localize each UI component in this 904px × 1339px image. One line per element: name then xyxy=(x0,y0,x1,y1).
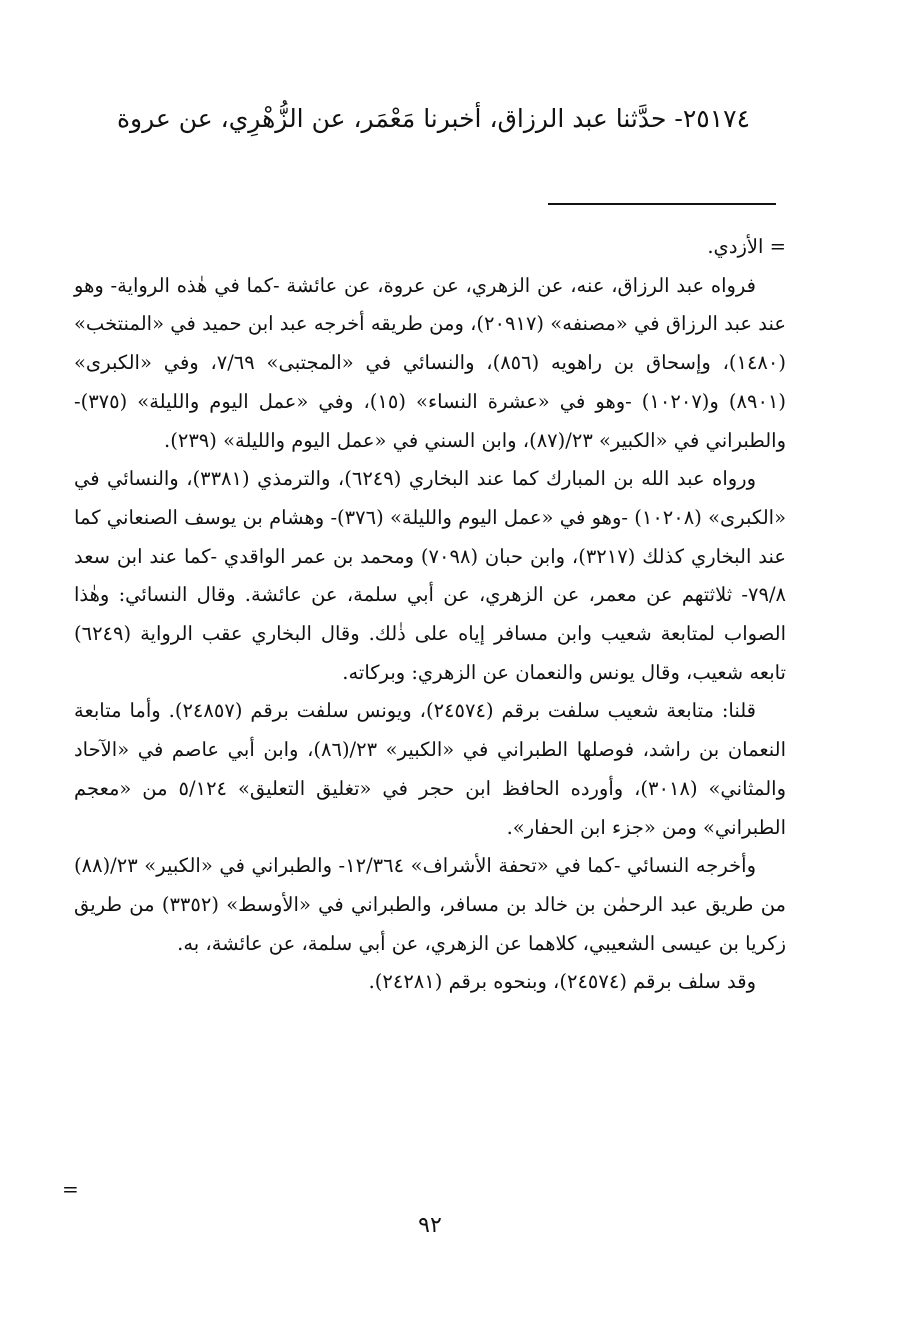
page-number: ٩٢ xyxy=(418,1213,442,1238)
hadith-text: ٢٥١٧٤- حدَّثنا عبد الرزاق، أخبرنا مَعْمَر، عن الزُّهْرِي، عن عروة xyxy=(116,104,750,133)
footnote-continuation: = الأزدي. xyxy=(707,235,786,258)
footnote-paragraph: فرواه عبد الرزاق، عنه، عن الزهري، عن عروة، عن عائشة -كما في هٰذه الرواية- وهو عند عبد الرزاق في «مصنفه» (٢٠٩١٧)، ومن طريقه أخرجه عبد ابن حميد في «المنتخب» (١٤٨٠)، وإسحاق بن راهويه (٨٥٦)، والنسائي في «المجتبى» ٧/٦٩، وفي «الكبرى» (٨٩٠١) و(١٠٢٠٧) -وهو في «عشرة النساء» (١٥)، وفي «عمل اليوم والليلة» (٣٧٥)- والطبراني في «الكبير» ٢٣/(٨٧)، وابن السني في «عمل اليوم والليلة» (٢٣٩). xyxy=(74,273,787,452)
footnotes xyxy=(74,228,786,1002)
footnote-paragraph: وأخرجه النسائي -كما في «تحفة الأشراف» ١٢/٣٦٤- والطبراني في «الكبير» ٢٣/(٨٨) من طريق عبد الرحمٰن بن خالد بن مسافر، والطبراني في «الأوسط» (٣٣٥٢) من طريق زكريا بن عيسى الشعيبي، كلاهما عن الزهري، عن أبي سلمة، عن عائشة، به. xyxy=(74,854,786,955)
footnote-paragraph: قلنا: متابعة شعيب سلفت برقم (٢٤٥٧٤)، ويونس سلفت برقم (٢٤٨٥٧). وأما متابعة النعمان بن راشد، فوصلها الطبراني في «الكبير» ٢٣/(٨٦)، وابن أبي عاصم في «الآحاد والمثاني» (٣٠١٨)، وأورده الحافظ ابن حجر في «تغليق التعليق» ٥/١٢٤ من «معجم الطبراني» ومن «جزء ابن الحفار». xyxy=(74,699,787,839)
continuation-mark: = xyxy=(62,1177,79,1201)
footnote-separator xyxy=(548,203,776,205)
footnote-paragraph: ورواه عبد الله بن المبارك كما عند البخاري (٦٢٤٩)، والترمذي (٣٣٨١)، والنسائي في «الكبرى» (١٠٢٠٨) -وهو في «عمل اليوم والليلة» (٣٧٦)- وهشام بن يوسف الصنعاني كما عند البخاري كذلك (٣٢١٧)، وابن حبان (٧٠٩٨) ومحمد بن عمر الواقدي -كما عند ابن سعد ٧٩/٨- ثلاثتهم عن معمر، عن الزهري، عن أبي سلمة، عن عائشة. وقال النسائي: وهٰذا الصواب لمتابعة شعيب وابن مسافر إياه على ذٰلك. وقال البخاري عقب الرواية (٦٢٤٩) تابعه شعيب، وقال يونس والنعمان عن الزهري: وبركاته. xyxy=(74,467,787,684)
footnote-paragraph: وقد سلف برقم (٢٤٥٧٤)، وبنحوه برقم (٢٤٢٨١). xyxy=(368,970,756,994)
